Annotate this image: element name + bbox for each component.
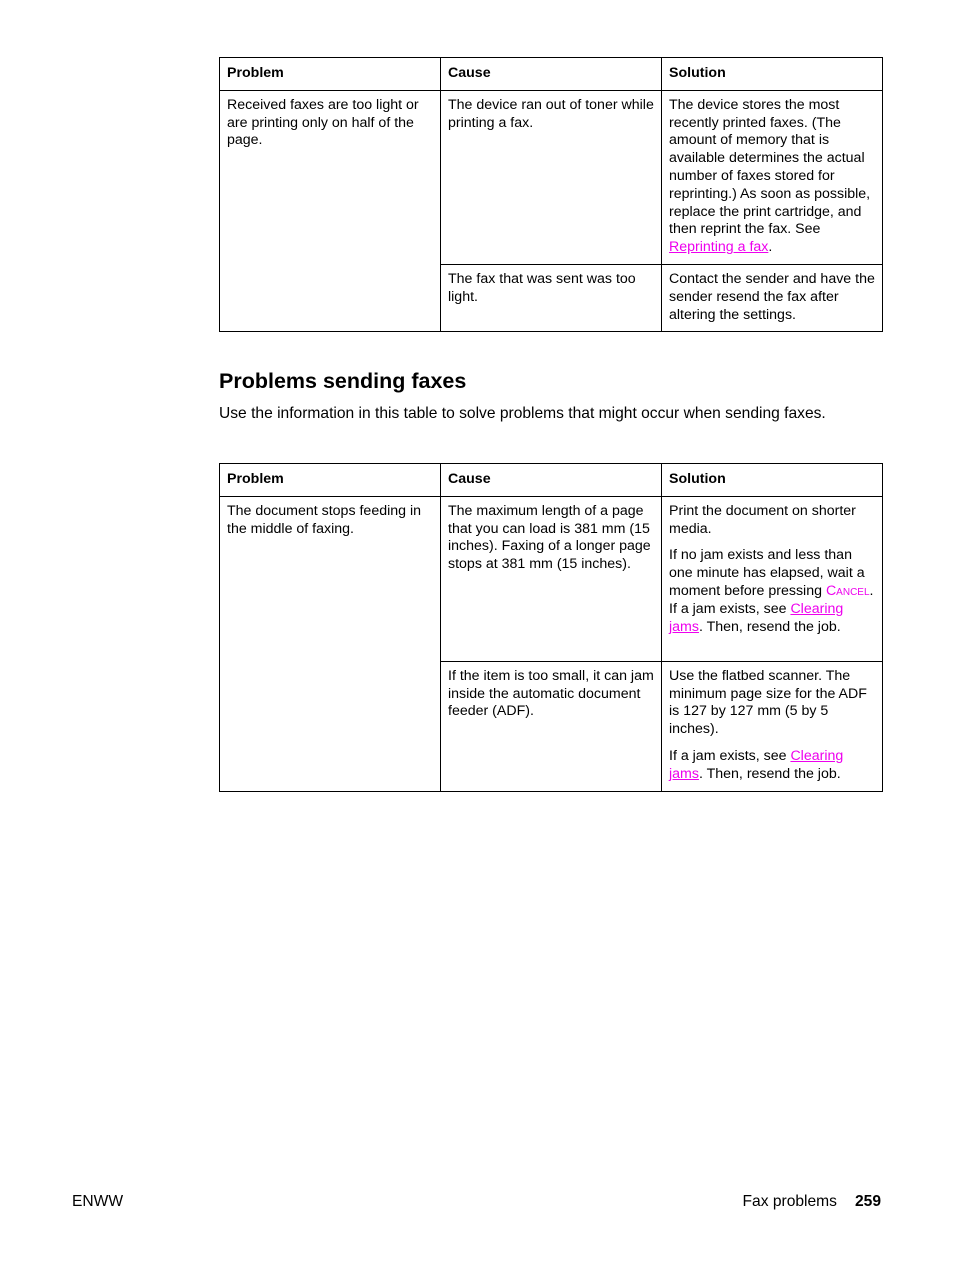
footer-right <box>743 1192 882 1212</box>
cause-cell: The device ran out of toner while printing a fax. <box>441 90 662 264</box>
cause-cell: If the item is too small, it can jam inside the automatic document feeder (ADF). <box>441 661 662 791</box>
footer-left: ENWW <box>72 1193 124 1210</box>
reprinting-fax-link[interactable]: Reprinting a fax <box>669 239 769 256</box>
header-cause: Cause <box>441 464 662 497</box>
solution-paragraph: Use the flatbed scanner. The minimum page size for the ADF is 127 by 127 mm (5 by 5 inches). <box>669 667 867 738</box>
page-number: 259 <box>854 1193 881 1210</box>
clearing-jams-link[interactable]: Clearing jams <box>669 747 844 782</box>
sending-faxes-table <box>219 463 883 792</box>
solution-paragraph: Print the document on shorter media. <box>669 502 856 537</box>
received-faxes-table <box>219 57 883 332</box>
solution-cell <box>662 90 883 264</box>
problem-cell: Received faxes are too light or are printing only on half of the page. <box>220 90 441 332</box>
footer-section: Fax problems <box>742 1193 837 1210</box>
solution-cell <box>662 496 883 661</box>
section-intro: Use the information in this table to solve problems that might occur when sending faxes. <box>219 405 826 422</box>
table-header-row <box>220 464 883 497</box>
cancel-key-label: Cancel <box>825 582 870 599</box>
solution-text: If a jam exists, see <box>669 747 791 764</box>
header-solution: Solution <box>662 464 883 497</box>
cause-cell: The maximum length of a page that you can load is 381 mm (15 inches). Faxing of a longer page stops at 381 mm (15 inches). <box>441 496 662 661</box>
solution-end: . Then, resend the job. <box>698 765 841 782</box>
solution-paragraph <box>669 547 876 636</box>
solution-cell <box>662 661 883 791</box>
header-solution: Solution <box>662 58 883 91</box>
solution-paragraph <box>669 748 876 784</box>
solution-text: . If a jam exists, see <box>669 582 874 617</box>
solution-end: . Then, resend the job. <box>698 618 841 635</box>
cause-cell: The fax that was sent was too light. <box>441 264 662 331</box>
solution-text: The device stores the most recently printed faxes. (The amount of memory that is available determines the actual number of faxes stored for reprinting.) As soon as possible, replace the print cartridge, and then reprint the fax. See <box>669 96 871 238</box>
problem-cell: The document stops feeding in the middle of faxing. <box>220 496 441 791</box>
header-problem: Problem <box>220 58 441 91</box>
header-problem: Problem <box>220 464 441 497</box>
solution-cell: Contact the sender and have the sender resend the fax after altering the settings. <box>662 264 883 331</box>
table-header-row <box>220 58 883 91</box>
header-cause: Cause <box>441 58 662 91</box>
table-row <box>220 496 883 661</box>
table-row <box>220 90 883 264</box>
solution-text: If no jam exists and less than one minute has elapsed, wait a moment before pressing <box>669 547 865 599</box>
clearing-jams-link[interactable]: Clearing jams <box>669 600 844 635</box>
solution-end: . <box>768 239 773 256</box>
section-heading: Problems sending faxes <box>219 369 467 393</box>
